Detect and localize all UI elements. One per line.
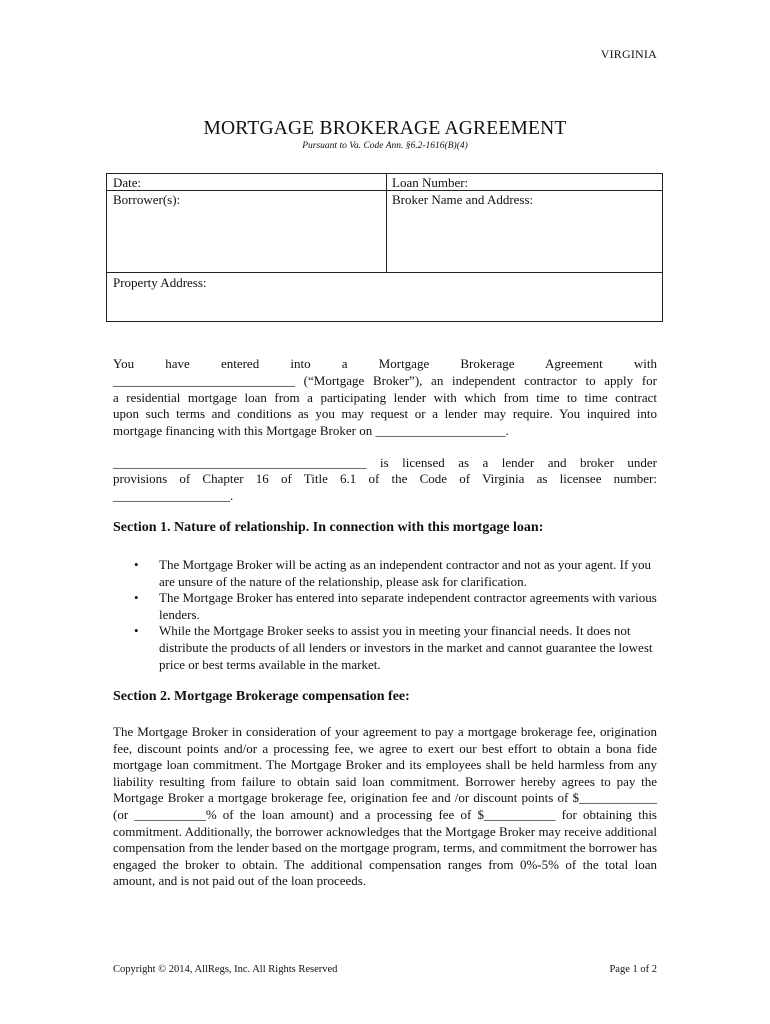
table-column-divider — [386, 174, 387, 272]
bullet-icon: • — [134, 590, 139, 606]
borrowers-field-label[interactable]: Borrower(s): — [113, 192, 181, 207]
list-item — [113, 623, 657, 673]
intro-line-5: mortgage financing with this Mortgage Broker on ____________________. — [113, 423, 509, 438]
section-1-heading: Section 1. Nature of relationship. In connection with this mortgage loan: — [113, 520, 544, 535]
license-line-3: __________________. — [113, 488, 234, 503]
bullet-text: The Mortgage Broker will be acting as an independent contractor and not as your agent. If you are unsure of the nature of the relationship, please ask for clarification. — [159, 557, 652, 589]
bullet-text: The Mortgage Broker has entered into separate independent contractor agreements with various lenders. — [159, 590, 657, 622]
state-label: VIRGINIA — [600, 47, 657, 61]
loan-info-table — [106, 173, 663, 322]
intro-line-1: You have entered into a Mortgage Brokerage Agreement with — [113, 356, 657, 371]
property-address-field-label[interactable]: Property Address: — [113, 275, 207, 290]
intro-line-4: upon such terms and conditions as you may request or a lender may require. You inquired into — [113, 406, 657, 421]
broker-name-address-field-label[interactable]: Broker Name and Address: — [392, 192, 534, 207]
license-line-2: provisions of Chapter 16 of Title 6.1 of the Code of Virginia as licensee number: — [113, 471, 657, 486]
bullet-text: While the Mortgage Broker seeks to assist you in meeting your financial needs. It does not distribute the products of all lenders or investors in the market and cannot guarantee the lowest price or best terms available in the market. — [159, 623, 653, 672]
bullet-icon: • — [134, 623, 139, 639]
page-subtitle: Pursuant to Va. Code Ann. §6.2-1616(B)(4) — [302, 141, 468, 151]
intro-line-2: ____________________________ (“Mortgage Broker”), an independent contractor to apply for — [113, 373, 657, 388]
list-item — [113, 557, 657, 590]
page-title: MORTGAGE BROKERAGE AGREEMENT — [203, 118, 567, 139]
table-row-divider — [107, 190, 662, 191]
license-line-1: _______________________________________ is licensed as a lender and broker under — [113, 455, 657, 470]
copyright-notice: Copyright © 2014, AllRegs, Inc. All Rights Reserved — [113, 964, 338, 975]
list-item — [113, 590, 657, 623]
borrower-broker-row — [107, 174, 662, 273]
section-2-body: The Mortgage Broker in consideration of your agreement to pay a mortgage brokerage fee, origination fee, discount points and/or a processing fee, we agree to exert our best effort to obtain a bona fide mortgage loan commitment. The Mortgage Broker and its employees shall be held harmless from any liability resulting from failure to obtain said loan commitment. Borrower hereby agrees to pay the Mortgage Broker a mortgage brokerage fee, origination fee and /or discount points of $____________ (or ___________% of the loan amount) and a processing fee of $___________ for obtaining this commitment. Additionally, the borrower acknowledges that the Mortgage Broker may receive additional compensation from the lender based on the mortgage program, terms, and commitment the borrower has engaged the broker to obtain. The additional compensation ranges from 0%-5% of the total loan amount, and is not paid out of the loan proceeds. — [113, 724, 657, 889]
page-number: Page 1 of 2 — [609, 964, 657, 975]
section-2-heading: Section 2. Mortgage Brokerage compensation fee: — [113, 689, 410, 704]
date-field-label[interactable]: Date: — [113, 175, 142, 190]
section-1-bullet-list — [113, 557, 657, 673]
bullet-icon: • — [134, 557, 139, 572]
loan-number-field-label[interactable]: Loan Number: — [392, 175, 469, 190]
intro-line-3: a residential mortgage loan from a participating lender with which from time to time contract — [113, 390, 657, 405]
